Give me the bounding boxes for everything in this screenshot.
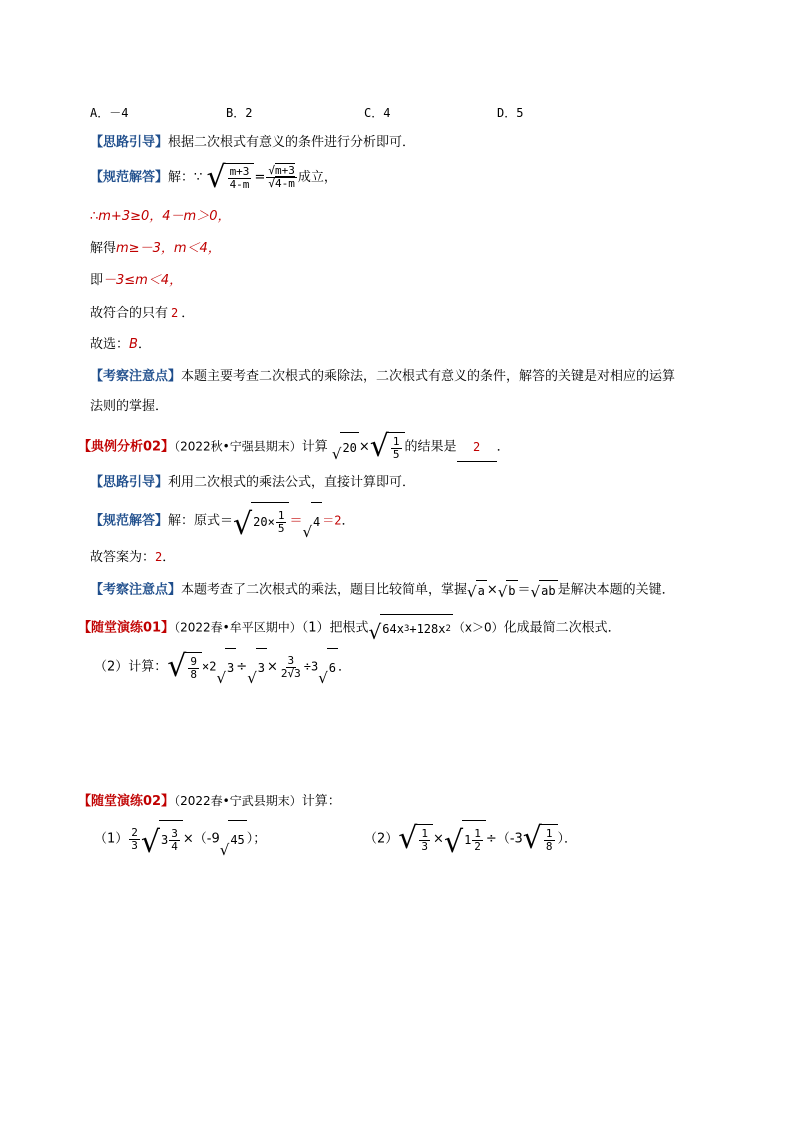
note-eq: ＝ bbox=[517, 582, 531, 598]
ex4-q1-end: ）； bbox=[246, 831, 267, 847]
ex1-hint bbox=[90, 134, 415, 152]
ex2-question bbox=[78, 429, 510, 464]
radical-one-eighth: √ $\frac{1}{8}$ bbox=[523, 824, 558, 854]
ex4-q2-end: ）． bbox=[557, 831, 578, 847]
ex2-sol-tag: 【规范解答】 bbox=[90, 513, 169, 529]
q2-part2: ÷ bbox=[236, 659, 248, 675]
note-times: × bbox=[486, 582, 498, 598]
answer-suffix: ． bbox=[137, 337, 151, 352]
ex2-source: （2022秋•宁强县期末） bbox=[174, 439, 302, 454]
ex4-tag: 【随堂演练02】 bbox=[78, 794, 175, 809]
step3-prefix: 即 bbox=[90, 273, 104, 288]
ex2-note bbox=[90, 580, 675, 600]
ex2-solution bbox=[90, 502, 355, 540]
answer-prefix: 故选： bbox=[90, 337, 130, 352]
radical-mixed-number: √ 3 $\frac{3}{4}$ bbox=[141, 820, 183, 858]
ex2-result: ＝2 bbox=[322, 513, 342, 528]
note-tag: 【考察注意点】 bbox=[90, 369, 182, 384]
ex1-step3 bbox=[90, 272, 182, 290]
hint-tag: 【思路引导】 bbox=[90, 135, 169, 150]
solution-suffix: 成立， bbox=[297, 170, 337, 185]
choice-a: A．－4 bbox=[90, 106, 129, 120]
ex4-question2 bbox=[364, 820, 577, 858]
radical-45: √ 45 bbox=[220, 820, 247, 858]
times-sign: × bbox=[358, 439, 370, 455]
ex3-q2-prefix: （2）计算： bbox=[94, 659, 168, 675]
radical-4: √ 4 bbox=[302, 502, 322, 540]
radical-b: √ b bbox=[498, 580, 518, 600]
radical-product: √ 20× $\frac{1}{5}$ bbox=[233, 502, 289, 540]
q2-part4: ÷3 bbox=[303, 659, 319, 674]
radical-nine-eighths: √ $\frac{9}{8}$ bbox=[167, 652, 202, 682]
solution-prefix: 解：∵ bbox=[168, 170, 203, 185]
ex2-hint-text: 利用二次根式的乘法公式，直接计算即可． bbox=[168, 475, 416, 490]
ex2-q-prefix: 计算 bbox=[301, 439, 328, 455]
radical-ab: √ ab bbox=[531, 580, 558, 600]
equals-sign: = bbox=[254, 170, 266, 185]
ex2-hint bbox=[90, 474, 415, 492]
note-line1: 本题主要考查二次根式的乘除法，二次根式有意义的条件，解答的关键是对相应的运算 bbox=[181, 369, 676, 384]
ex2-sol-end: ． bbox=[341, 513, 355, 529]
ex3-tag: 【随堂演练01】 bbox=[78, 620, 175, 636]
ex3-question1 bbox=[78, 614, 621, 642]
q2-part3: × bbox=[266, 659, 278, 675]
radical-polynomial: √ 64x 3 +128x 2 bbox=[369, 614, 453, 642]
ex2-sol-prefix: 解：原式＝ bbox=[168, 513, 234, 529]
radical-a: √ a bbox=[467, 580, 487, 600]
ex4-source: （2022春•宁武县期末） bbox=[174, 794, 302, 808]
ex4-q1-prefix: （1） bbox=[94, 831, 129, 847]
q2-end: ． bbox=[338, 659, 352, 675]
fraction-3-over-2root3: $\frac{3}{2√3}$ bbox=[280, 653, 301, 680]
answer-value: B bbox=[129, 337, 138, 352]
ex4-q2-prefix: （2） bbox=[364, 831, 399, 847]
radical-fraction: √ $\frac{m+3}{4-m}$ bbox=[206, 163, 254, 193]
ex2-note-text2: 是解决本题的关键． bbox=[557, 582, 675, 598]
step4-suffix: ． bbox=[181, 306, 195, 321]
ex4-question1 bbox=[94, 820, 266, 858]
ex2-answer-prefix: 故答案为： bbox=[90, 550, 156, 565]
radical-one-third: √ $\frac{1}{3}$ bbox=[398, 824, 433, 854]
ex1-note-line2: 法则的掌握． bbox=[90, 399, 169, 414]
step2-math: m≥－3，m＜4， bbox=[116, 241, 221, 256]
choice-b: B．2 bbox=[226, 106, 253, 120]
radical-one-and-half: √ 1 $\frac{1}{2}$ bbox=[444, 820, 486, 858]
ex3-cond: （x＞0） bbox=[452, 620, 504, 635]
step4-prefix: 故符合的只有 bbox=[90, 306, 169, 321]
ex1-note bbox=[90, 368, 675, 386]
fraction-two-thirds: $\frac{2}{3}$ bbox=[131, 825, 138, 852]
ex2-tag: 【典例分析02】 bbox=[78, 439, 175, 455]
radical-6: √ 6 bbox=[318, 648, 338, 686]
hint-text: 根据二次根式有意义的条件进行分析即可． bbox=[168, 135, 416, 150]
ex2-answer-value: 2 bbox=[155, 550, 163, 564]
ex1-solution bbox=[90, 160, 337, 196]
ex2-result-prefix: 的结果是 bbox=[404, 439, 457, 455]
fraction-of-radicals: $\frac{√m+3}{√4-m}$ bbox=[268, 164, 295, 190]
ex4-q1-mid: ×（-9 bbox=[182, 831, 220, 847]
radical-3a: √ 3 bbox=[216, 648, 236, 686]
solution-tag: 【规范解答】 bbox=[90, 170, 169, 185]
ex2-q-end: ． bbox=[496, 439, 510, 455]
choice-c: C．4 bbox=[364, 106, 391, 120]
ex4-heading bbox=[78, 792, 341, 811]
ex2-answer-end: ． bbox=[162, 550, 176, 565]
step4-value: 2 bbox=[171, 306, 179, 320]
ex2-answer bbox=[90, 548, 175, 567]
radical-one-fifth: √ $\frac{1}{5}$ bbox=[370, 432, 405, 462]
ex1-step4 bbox=[90, 304, 194, 323]
ex3-source: （2022春•牟平区期中） bbox=[174, 620, 302, 635]
ex4-q2-div: ÷（-3 bbox=[485, 831, 523, 847]
step3-math: －3≤m＜4， bbox=[103, 273, 183, 288]
ex3-q1-prefix: （1）把根式 bbox=[301, 620, 369, 636]
ex1-step1: ∴m+3≥0，4－m＞0， bbox=[90, 209, 231, 224]
ex4-q2-times: × bbox=[433, 831, 444, 847]
ex4-q-text: 计算： bbox=[301, 794, 341, 809]
ex2-note-tag: 【考察注意点】 bbox=[90, 582, 182, 598]
radical-20: √ 20 bbox=[332, 432, 359, 462]
ex2-blank-answer: 2 bbox=[457, 433, 497, 462]
ex3-question2 bbox=[94, 648, 351, 686]
ex1-answer bbox=[90, 336, 151, 354]
ex2-eq: ＝ bbox=[289, 513, 303, 529]
ex3-q1-suffix: 化成最简二次根式． bbox=[503, 620, 621, 636]
q2-part1: ×2 bbox=[202, 659, 217, 674]
step2-prefix: 解得 bbox=[90, 241, 117, 256]
ex1-step2 bbox=[90, 240, 221, 258]
radical-3b: √ 3 bbox=[247, 648, 267, 686]
choice-d: D．5 bbox=[497, 106, 524, 120]
ex2-hint-tag: 【思路引导】 bbox=[90, 475, 169, 490]
ex2-note-text1: 本题考查了二次根式的乘法，题目比较简单，掌握 bbox=[181, 582, 468, 598]
